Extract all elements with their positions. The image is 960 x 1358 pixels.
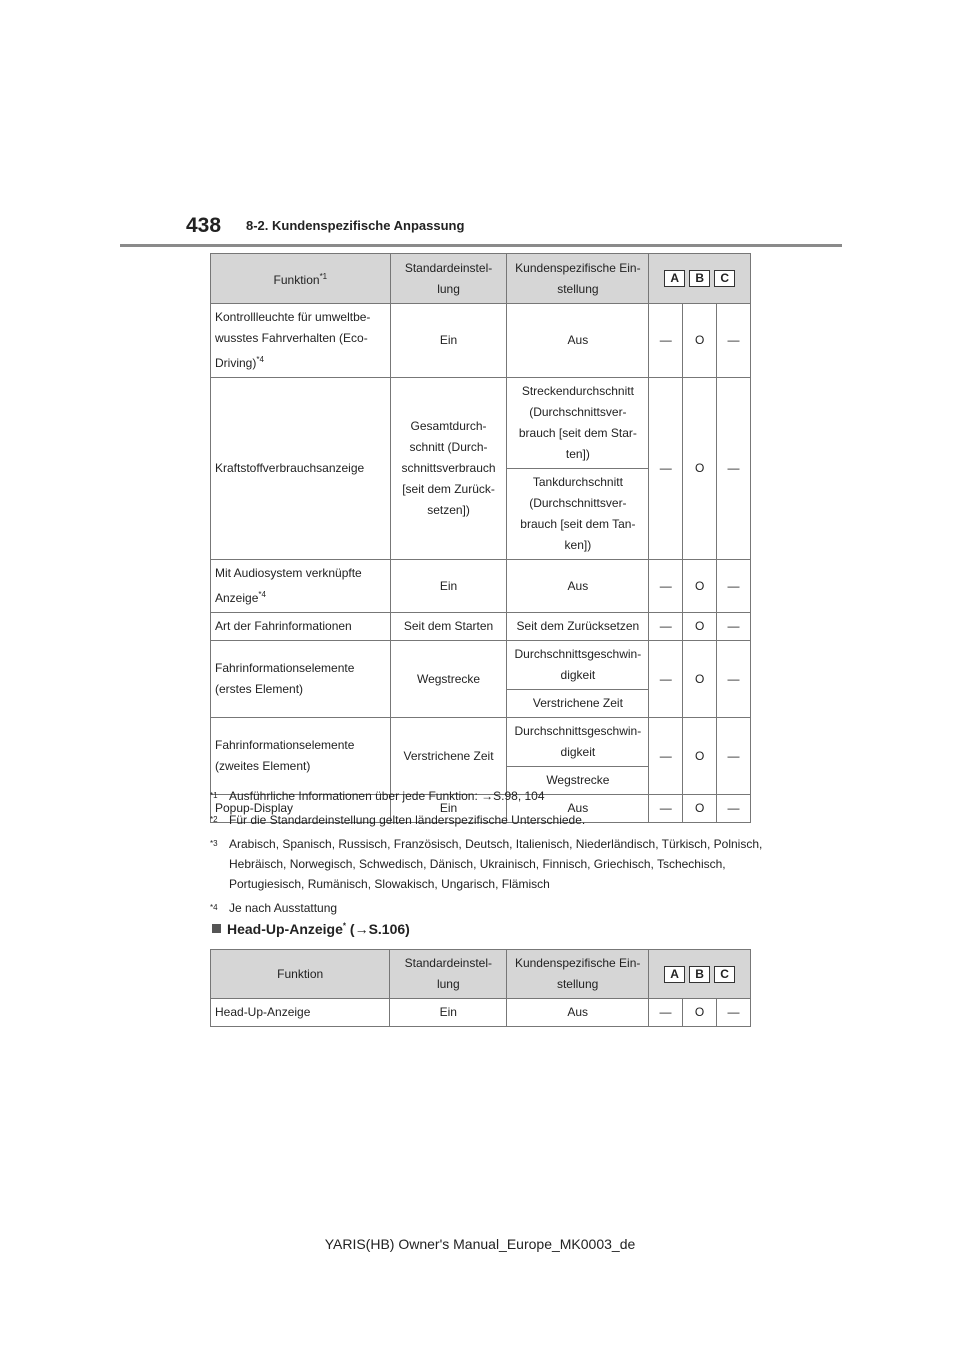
row-c: —	[717, 560, 751, 613]
header-abc	[649, 950, 751, 999]
table-row	[211, 718, 751, 767]
header-funktion: Funktion	[211, 950, 390, 999]
settings-table	[210, 253, 751, 823]
footnote: *1 Ausführliche Informationen über jede Funktion: →S.98, 104	[210, 789, 545, 803]
table-row	[211, 304, 751, 378]
row-label: Art der Fahrinformationen	[211, 613, 391, 641]
page-number: 438	[186, 214, 222, 237]
table-header-row	[211, 254, 751, 304]
table-header-row	[211, 950, 751, 999]
row-label: Fahrinformationselemente (erstes Element)	[211, 641, 391, 718]
header-abc	[649, 254, 751, 304]
row-b: O	[683, 560, 717, 613]
row-b: O	[683, 613, 717, 641]
row-a: —	[649, 641, 683, 718]
footnote: *4 Je nach Ausstattung	[210, 901, 338, 915]
row-standard: Wegstrecke	[390, 641, 507, 718]
header-custom: Kundenspezifische Ein-stellung	[507, 254, 649, 304]
letter-b-icon: B	[689, 270, 710, 287]
letter-c-icon: C	[714, 270, 735, 287]
letter-a-icon: A	[664, 270, 685, 287]
row-label: Popup-Display	[211, 795, 391, 823]
row-b: O	[683, 641, 717, 718]
row-custom: Aus	[507, 999, 649, 1027]
table-row	[211, 378, 751, 469]
letter-a-icon: A	[664, 966, 685, 983]
row-custom: Durchschnittsgeschwin-digkeit	[507, 641, 649, 690]
row-standard: Gesamtdurch-schnitt (Durch-schnittsverbrauch [seit dem Zurück-setzen])	[390, 378, 507, 560]
row-label: Head-Up-Anzeige	[211, 999, 390, 1027]
header-standard: Standardeinstel-lung	[390, 254, 507, 304]
row-custom: Aus	[507, 304, 649, 378]
row-a: —	[649, 795, 683, 823]
header-rule	[120, 244, 842, 247]
row-label: Mit Audiosystem verknüpfte Anzeige$^{*4}$	[211, 560, 391, 613]
row-standard: Ein	[390, 560, 507, 613]
row-custom: Streckendurchschnitt (Durchschnittsver-brauch [seit dem Star-ten])	[507, 378, 649, 469]
row-c: —	[716, 999, 750, 1027]
footnote: *2 Für die Standardeinstellung gelten länderspezifische Unterschiede.	[210, 813, 586, 827]
footer-text: YARIS(HB) Owner's Manual_Europe_MK0003_de	[324, 1236, 636, 1252]
row-custom: Aus	[507, 795, 649, 823]
table-row	[211, 641, 751, 690]
row-c: —	[717, 795, 751, 823]
row-custom: Aus	[507, 560, 649, 613]
row-b: O	[683, 378, 717, 560]
row-standard: Ein	[390, 999, 507, 1027]
row-c: —	[717, 718, 751, 795]
letter-b-icon: B	[689, 966, 710, 983]
footnote: *3 Arabisch, Spanisch, Russisch, Französisch, Deutsch, Italienisch, Niederländisch, Türkisch, Polnisch, Hebräisch, Norwegisch, Schwedisch, Dänisch, Ukrainisch, Finnisch, Griechisch, Tschechisch, Portugiesisch, Rumänisch, Slowakisch, Ungarisch, Flämisch	[210, 837, 763, 891]
row-c: —	[717, 304, 751, 378]
row-c: —	[717, 378, 751, 560]
row-custom: Verstrichene Zeit	[507, 690, 649, 718]
section-title: 8-2. Kundenspezifische Anpassung	[246, 218, 465, 233]
bullet-square-icon	[212, 924, 221, 933]
row-custom: Seit dem Zurücksetzen	[507, 613, 649, 641]
row-standard: Seit dem Starten	[390, 613, 507, 641]
row-a: —	[649, 999, 683, 1027]
header-custom: Kundenspezifische Ein-stellung	[507, 950, 649, 999]
row-a: —	[649, 613, 683, 641]
row-a: —	[649, 560, 683, 613]
footnotes	[210, 786, 770, 922]
row-a: —	[649, 304, 683, 378]
letter-c-icon: C	[714, 966, 735, 983]
row-label: Fahrinformationselemente (zweites Element)	[211, 718, 391, 795]
header-standard: Standardeinstel-lung	[390, 950, 507, 999]
header-funktion: Funktion$^{*1}$	[211, 254, 391, 304]
row-custom: Tankdurchschnitt (Durchschnittsver-brauch [seit dem Tan-ken])	[507, 469, 649, 560]
table-row	[211, 560, 751, 613]
row-a: —	[649, 378, 683, 560]
row-label: Kraftstoffverbrauchsanzeige	[211, 378, 391, 560]
row-b: O	[683, 795, 717, 823]
table-row	[211, 999, 751, 1027]
row-custom: Wegstrecke	[507, 767, 649, 795]
hud-section-title: Head-Up-Anzeige* (→S.106)	[212, 921, 410, 937]
row-b: O	[683, 304, 717, 378]
hud-table	[210, 949, 751, 1027]
row-b: O	[683, 999, 717, 1027]
row-b: O	[683, 718, 717, 795]
row-a: —	[649, 718, 683, 795]
row-standard: Ein	[390, 795, 507, 823]
row-custom: Durchschnittsgeschwin-digkeit	[507, 718, 649, 767]
row-c: —	[717, 613, 751, 641]
row-standard: Verstrichene Zeit	[390, 718, 507, 795]
row-label: Kontrollleuchte für umweltbe-wusstes Fahrverhalten (Eco-Driving)$^{*4}$	[211, 304, 391, 378]
row-c: —	[717, 641, 751, 718]
table-row	[211, 613, 751, 641]
row-standard: Ein	[390, 304, 507, 378]
